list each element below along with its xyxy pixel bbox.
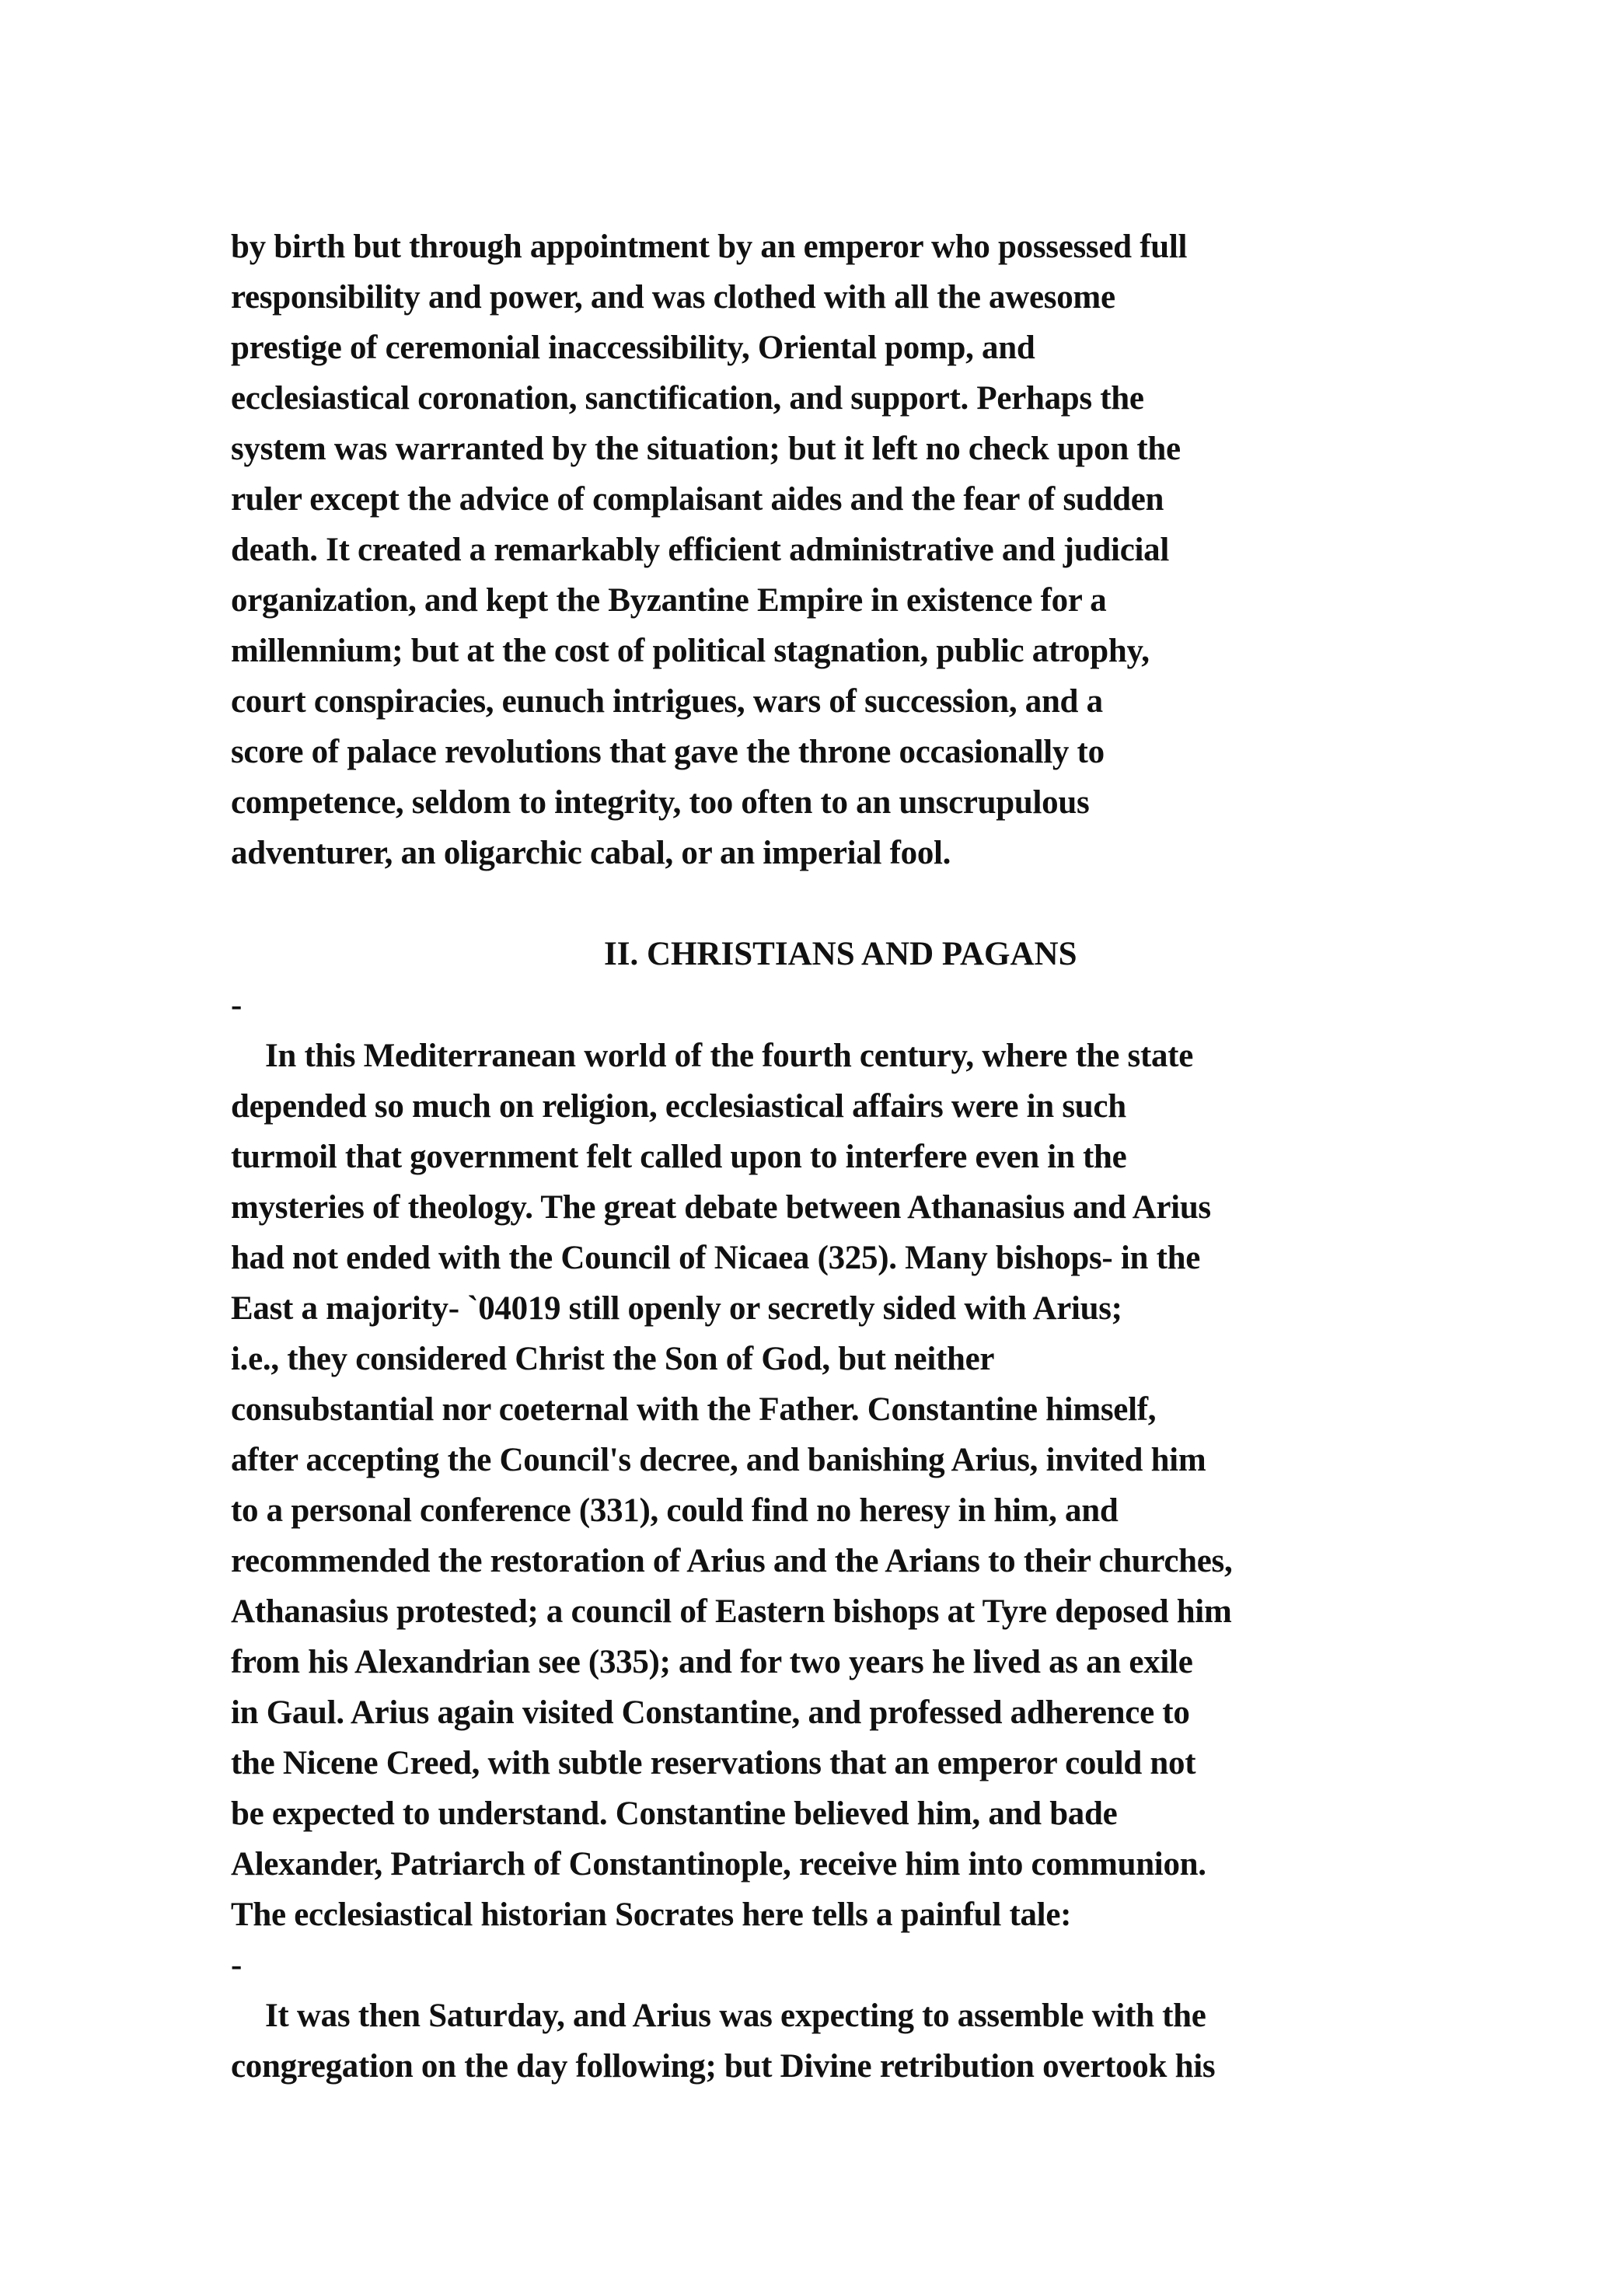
- text-line: congregation on the day following; but Divine retribution overtook his: [231, 2048, 1216, 2085]
- text-line: responsibility and power, and was clothed with all the awesome: [231, 279, 1115, 316]
- text-line: i.e., they considered Christ the Son of God, but neither: [231, 1341, 995, 1377]
- text-line: turmoil that government felt called upon to interfere even in the: [231, 1139, 1127, 1175]
- text-line: system was warranted by the situation; but it left no check upon the: [231, 431, 1181, 467]
- text-line: mysteries of theology. The great debate between Athanasius and Arius: [231, 1189, 1211, 1226]
- text-line: competence, seldom to integrity, too often to an unscrupulous: [231, 784, 1090, 821]
- text-line: after accepting the Council's decree, and banishing Arius, invited him: [231, 1442, 1206, 1478]
- text-line: score of palace revolutions that gave the throne occasionally to: [231, 734, 1105, 770]
- text-line: death. It created a remarkably efficient administrative and judicial: [231, 532, 1169, 568]
- text-line: consubstantial nor coeternal with the Father. Constantine himself,: [231, 1391, 1157, 1428]
- text-line: to a personal conference (331), could find no heresy in him, and: [231, 1492, 1119, 1529]
- text-line: ruler except the advice of complaisant aides and the fear of sudden: [231, 481, 1164, 518]
- text-line: recommended the restoration of Arius and the Arians to their churches,: [231, 1543, 1233, 1579]
- text-line: by birth but through appointment by an emperor who possessed full: [231, 229, 1188, 265]
- text-line: Athanasius protested; a council of Eastern bishops at Tyre deposed him: [231, 1593, 1232, 1630]
- text-line: be expected to understand. Constantine believed him, and bade: [231, 1795, 1118, 1832]
- text-line: prestige of ceremonial inaccessibility, Oriental pomp, and: [231, 330, 1035, 366]
- text-line: in Gaul. Arius again visited Constantine, and professed adherence to: [231, 1694, 1190, 1731]
- text-line: ecclesiastical coronation, sanctification, and support. Perhaps the: [231, 380, 1144, 417]
- text-line: The ecclesiastical historian Socrates here tells a painful tale:: [231, 1896, 1072, 1933]
- text-line: organization, and kept the Byzantine Empire in existence for a: [231, 582, 1107, 619]
- separator-dash: -: [231, 987, 243, 1024]
- text-line: In this Mediterranean world of the fourth century, where the state: [265, 1038, 1193, 1074]
- text-line: East a majority- `04019 still openly or secretly sided with Arius;: [231, 1290, 1122, 1327]
- document-page: [231, 0, 1319, 2296]
- text-line: It was then Saturday, and Arius was expecting to assemble with the: [265, 1998, 1206, 2034]
- text-line: the Nicene Creed, with subtle reservations that an emperor could not: [231, 1745, 1196, 1781]
- text-line: court conspiracies, eunuch intrigues, wars of succession, and a: [231, 683, 1103, 720]
- text-line: depended so much on religion, ecclesiastical affairs were in such: [231, 1088, 1126, 1125]
- section-heading: II. CHRISTIANS AND PAGANS: [604, 936, 1077, 972]
- separator-dash: -: [231, 1947, 243, 1984]
- text-line: adventurer, an oligarchic cabal, or an imperial fool.: [231, 835, 951, 871]
- text-line: had not ended with the Council of Nicaea (325). Many bishops- in the: [231, 1240, 1201, 1276]
- text-line: millennium; but at the cost of political stagnation, public atrophy,: [231, 633, 1150, 669]
- text-line: Alexander, Patriarch of Constantinople, receive him into communion.: [231, 1846, 1206, 1883]
- text-line: from his Alexandrian see (335); and for two years he lived as an exile: [231, 1644, 1193, 1680]
